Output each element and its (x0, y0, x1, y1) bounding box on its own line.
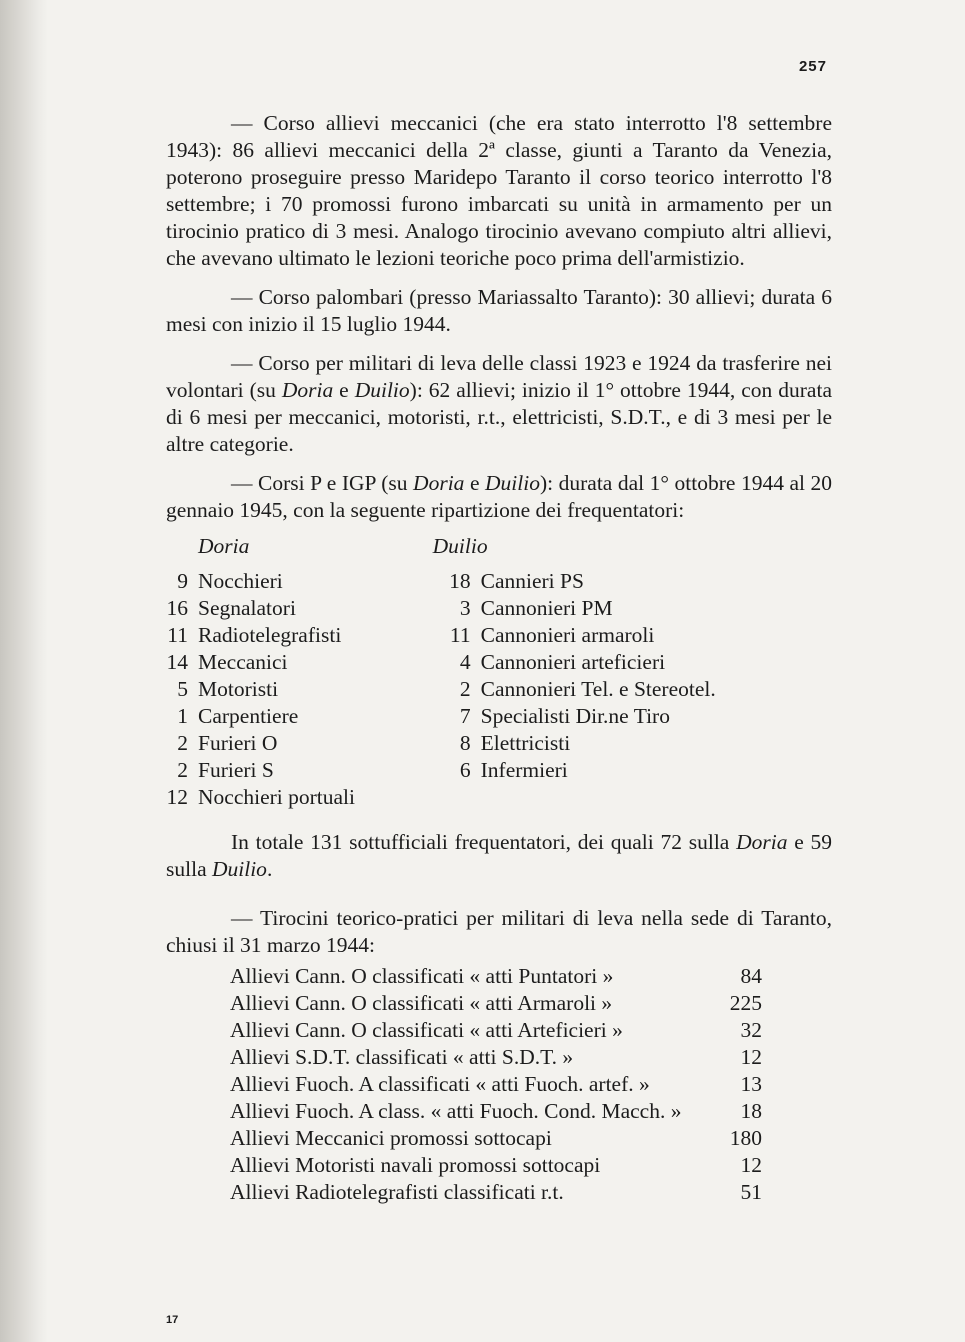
allievi-label: Allievi Fuoch. A class. « atti Fuoch. Cond. Macch. » (230, 1099, 682, 1123)
allievi-value: 12 (740, 1153, 762, 1177)
tirocini-table (230, 963, 762, 1206)
duilio-count: 3 (459, 596, 471, 620)
table-row (230, 990, 762, 1017)
duilio-count: 6 (459, 758, 471, 782)
duilio-label: Cannieri PS (480, 569, 584, 593)
allievi-label: Allievi Meccanici promossi sottocapi (230, 1126, 552, 1150)
allievi-value: 12 (740, 1045, 762, 1069)
doria-count: 5 (177, 677, 188, 701)
table-row (230, 1179, 762, 1206)
table-row (230, 1098, 762, 1125)
ship-name: Duilio (485, 471, 540, 495)
duilio-label: Cannonieri PM (480, 596, 613, 620)
duilio-count: 8 (459, 731, 471, 755)
doria-count: 2 (177, 731, 188, 755)
table-row (166, 784, 832, 811)
table-row (166, 622, 832, 649)
allievi-label: Allievi Motoristi navali promossi sottocapi (230, 1153, 601, 1177)
doria-label: Radiotelegrafisti (198, 623, 342, 647)
duilio-header: Duilio (432, 534, 488, 558)
table-row (166, 730, 832, 757)
doria-count: 16 (166, 596, 188, 620)
ship-name: Doria (413, 471, 465, 495)
ship-assignment-table (166, 533, 832, 811)
table-row (230, 1017, 762, 1044)
ship-header-row (166, 533, 832, 568)
allievi-value: 32 (740, 1018, 762, 1042)
duilio-label: Cannonieri Tel. e Stereotel. (480, 677, 716, 701)
duilio-label: Cannonieri arteficieri (480, 650, 666, 674)
paragraph-corso-leva: — Corso per militari di leva delle classi 1923 e 1924 da trasferire nei volontari (su Doria e Duilio): 62 allievi; inizio il 1° ottobre 1944, con durata di 6 mesi per meccanici, motoristi, r.t., elettricisti, S.D.T., e di 3 mesi per le altre categorie. (166, 351, 832, 456)
doria-count: 11 (167, 623, 188, 647)
duilio-label: Infermieri (480, 758, 568, 782)
doria-label: Nocchieri portuali (198, 785, 356, 809)
doria-label: Meccanici (198, 650, 288, 674)
doria-label: Motoristi (198, 677, 279, 701)
table-row (230, 1152, 762, 1179)
ship-name: Doria (736, 830, 788, 854)
allievi-label: Allievi Cann. O classificati « atti Arteficieri » (230, 1018, 623, 1042)
doria-count: 12 (166, 785, 188, 809)
table-row (166, 757, 832, 784)
duilio-label: Cannonieri armaroli (480, 623, 655, 647)
table-row (166, 568, 832, 595)
allievi-value: 13 (740, 1072, 762, 1096)
doria-count: 2 (177, 758, 188, 782)
duilio-label: Specialisti Dir.ne Tiro (480, 704, 670, 728)
doria-count: 9 (177, 569, 188, 593)
page-body (166, 110, 832, 1206)
allievi-label: Allievi Radiotelegrafisti classificati r.t. (230, 1180, 564, 1204)
doria-label: Furieri O (198, 731, 278, 755)
paragraph-corso-palombari: — Corso palombari (presso Mariassalto Taranto): 30 allievi; durata 6 mesi con inizio il 15 luglio 1944. (166, 285, 832, 336)
table-row (230, 1125, 762, 1152)
table-row (166, 595, 832, 622)
page-gutter-shadow (0, 0, 48, 1342)
doria-label: Segnalatori (198, 596, 296, 620)
table-row (166, 676, 832, 703)
allievi-value: 51 (740, 1180, 762, 1204)
allievi-value: 225 (729, 991, 762, 1015)
table-row (230, 1044, 762, 1071)
doria-count: 1 (177, 704, 188, 728)
paragraph-corso-meccanici: — Corso allievi meccanici (che era stato interrotto l'8 settembre 1943): 86 allievi meccanici della 2ª classe, giunti a Taranto da Venezia, poterono proseguire presso Maridepo Taranto il corso teorico interrotto l'8 settembre; i 70 promossi furono imbarcati su unità in armamento per un tirocinio pratico di 3 mesi. Analogo tirocinio avevano compiuto altri allievi, che avevano ultimato le lezioni teoriche poco prima dell'armistizio. (166, 111, 832, 270)
doria-label: Nocchieri (198, 569, 283, 593)
duilio-label: Elettricisti (480, 731, 571, 755)
duilio-count: 11 (449, 623, 471, 647)
allievi-label: Allievi Fuoch. A classificati « atti Fuoch. artef. » (230, 1072, 650, 1096)
doria-header: Doria (198, 534, 250, 558)
duilio-count: 18 (449, 569, 471, 593)
paragraph-corsi-p-igp: — Corsi P e IGP (su Doria e Duilio): durata dal 1° ottobre 1944 al 20 gennaio 1945, con la seguente ripartizione dei frequentatori: (166, 471, 832, 522)
doria-label: Carpentiere (198, 704, 299, 728)
allievi-value: 180 (729, 1126, 762, 1150)
duilio-count: 7 (459, 704, 471, 728)
allievi-label: Allievi S.D.T. classificati « atti S.D.T. » (230, 1045, 574, 1069)
paragraph-totale: In totale 131 sottufficiali frequentatori, dei quali 72 sulla Doria e 59 sulla Duilio. (166, 830, 832, 881)
signature-mark: 17 (166, 1314, 179, 1326)
duilio-count: 4 (459, 650, 471, 674)
allievi-label: Allievi Cann. O classificati « atti Puntatori » (230, 964, 614, 988)
paragraph-tirocini: — Tirocini teorico-pratici per militari di leva nella sede di Taranto, chiusi il 31 marzo 1944: (166, 906, 832, 957)
doria-label: Furieri S (198, 758, 274, 782)
ship-name: Duilio (211, 857, 267, 881)
table-row (230, 1071, 762, 1098)
allievi-label: Allievi Cann. O classificati « atti Armaroli » (230, 991, 613, 1015)
ship-name: Doria (281, 378, 334, 402)
allievi-value: 18 (740, 1099, 762, 1123)
doria-count: 14 (166, 650, 188, 674)
table-row (166, 703, 832, 730)
table-row (166, 649, 832, 676)
duilio-count: 2 (459, 677, 471, 701)
page-number: 257 (798, 58, 827, 75)
allievi-value: 84 (740, 964, 762, 988)
ship-name: Duilio (354, 378, 410, 402)
table-row (230, 963, 762, 990)
